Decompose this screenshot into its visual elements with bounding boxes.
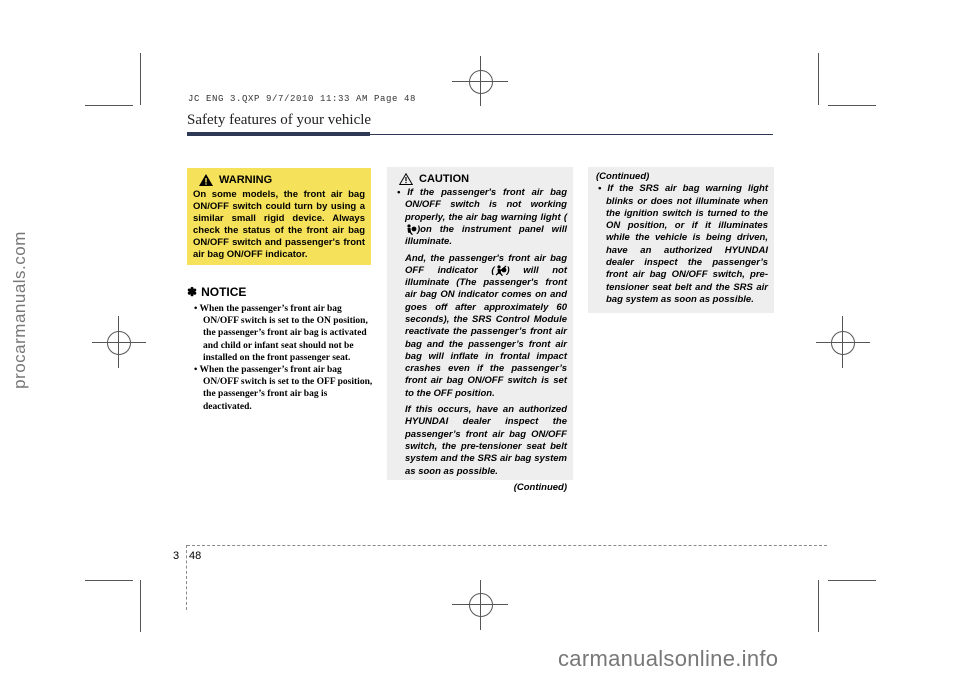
- caution-paragraph: • If the passenger's front air bag ON/OFF switch is not working properly, the air bag warning light ()on the instrument panel will illuminate.: [397, 187, 567, 248]
- crop-mark: [818, 580, 819, 632]
- notice-section: [187, 285, 374, 413]
- warning-triangle-icon: [199, 174, 213, 186]
- continued-item: • If the SRS air bag warning light blinks or does not illuminate when the ignition switch is turned to the ON position, or if it illuminates while the vehicle is being driven, have an authorized HYUNDAI dealer inspect the passenger’s front air bag ON/OFF switch, pre-tensioner seat belt and the SRS air bag system as soon as possible.: [598, 183, 768, 305]
- crop-mark: [140, 53, 141, 105]
- caution-body: [395, 187, 567, 494]
- notice-list: [187, 303, 374, 413]
- side-watermark: procarmanuals.com: [10, 231, 29, 389]
- caution-triangle-icon: [399, 173, 413, 185]
- caution-heading: [399, 173, 567, 185]
- continued-heading: (Continued): [596, 171, 650, 182]
- notice-title: NOTICE: [201, 285, 247, 299]
- airbag-off-indicator-icon: [495, 265, 507, 276]
- warning-title: WARNING: [219, 174, 273, 186]
- caution-paragraph: And, the passenger's front air bag OFF indicator ( ) will not illuminate (The passenger's front air bag ON indicator comes on and goes off after approximately 60 seconds), the SRS Control Module reactivate the passenger’s front air bag and the passenger’s front air bag will inflate in frontal impact crashes even if the passenger’s front air bag ON/OFF switch is set to the OFF position.: [405, 252, 567, 399]
- caution-paragraph: If this occurs, have an authorized HYUNDAI dealer inspect the passenger’s front air bag ON/OFF switch, the pre-tensioner seat belt system and the SRS air bag system as soon as possible.: [405, 404, 567, 477]
- crop-mark: [828, 105, 876, 106]
- file-header: JC ENG 3.QXP 9/7/2010 11:33 AM Page 48: [188, 94, 417, 104]
- notice-item: • When the passenger’s front air bag ON/OFF switch is set to the OFF position, the passenger’s front air bag is deactivated.: [194, 365, 373, 412]
- caution-continued-body: [596, 171, 768, 306]
- header-rule-thin: [370, 134, 773, 135]
- caution-title: CAUTION: [419, 173, 470, 185]
- crop-mark: [828, 580, 876, 581]
- crop-mark: [140, 580, 141, 632]
- warning-heading: [199, 174, 365, 186]
- section-title: Safety features of your vehicle: [187, 112, 372, 128]
- footer-dashed-divider: [186, 545, 187, 610]
- page-number: 48: [189, 550, 202, 562]
- notice-star-icon: ✽: [187, 285, 198, 299]
- crop-mark: [85, 105, 133, 106]
- caution-box: [387, 167, 573, 493]
- chapter-number: 3: [173, 550, 180, 562]
- warning-text: On some models, the front air bag ON/OFF switch could turn by using a similar small rigid device. Always check the status of the front air bag ON/OFF switch and passenger's front air bag ON/OFF indicator.: [193, 189, 365, 260]
- warning-box: [187, 168, 371, 265]
- footer-dashed-rule: [187, 545, 827, 546]
- caution-continued-label: (Continued): [513, 481, 567, 493]
- crop-mark: [818, 53, 819, 105]
- header-rule-thick: [187, 132, 370, 136]
- airbag-warning-light-icon: [405, 224, 417, 235]
- crop-mark: [85, 580, 133, 581]
- notice-item: • When the passenger’s front air bag ON/OFF switch is set to the ON position, the passenger’s front air bag is activated and child or infant seat should not be installed on the front passenger seat.: [194, 304, 368, 363]
- notice-heading: [187, 285, 374, 299]
- caution-continued-box: [588, 167, 774, 313]
- bottom-watermark: carmanualsonline.info: [558, 646, 779, 671]
